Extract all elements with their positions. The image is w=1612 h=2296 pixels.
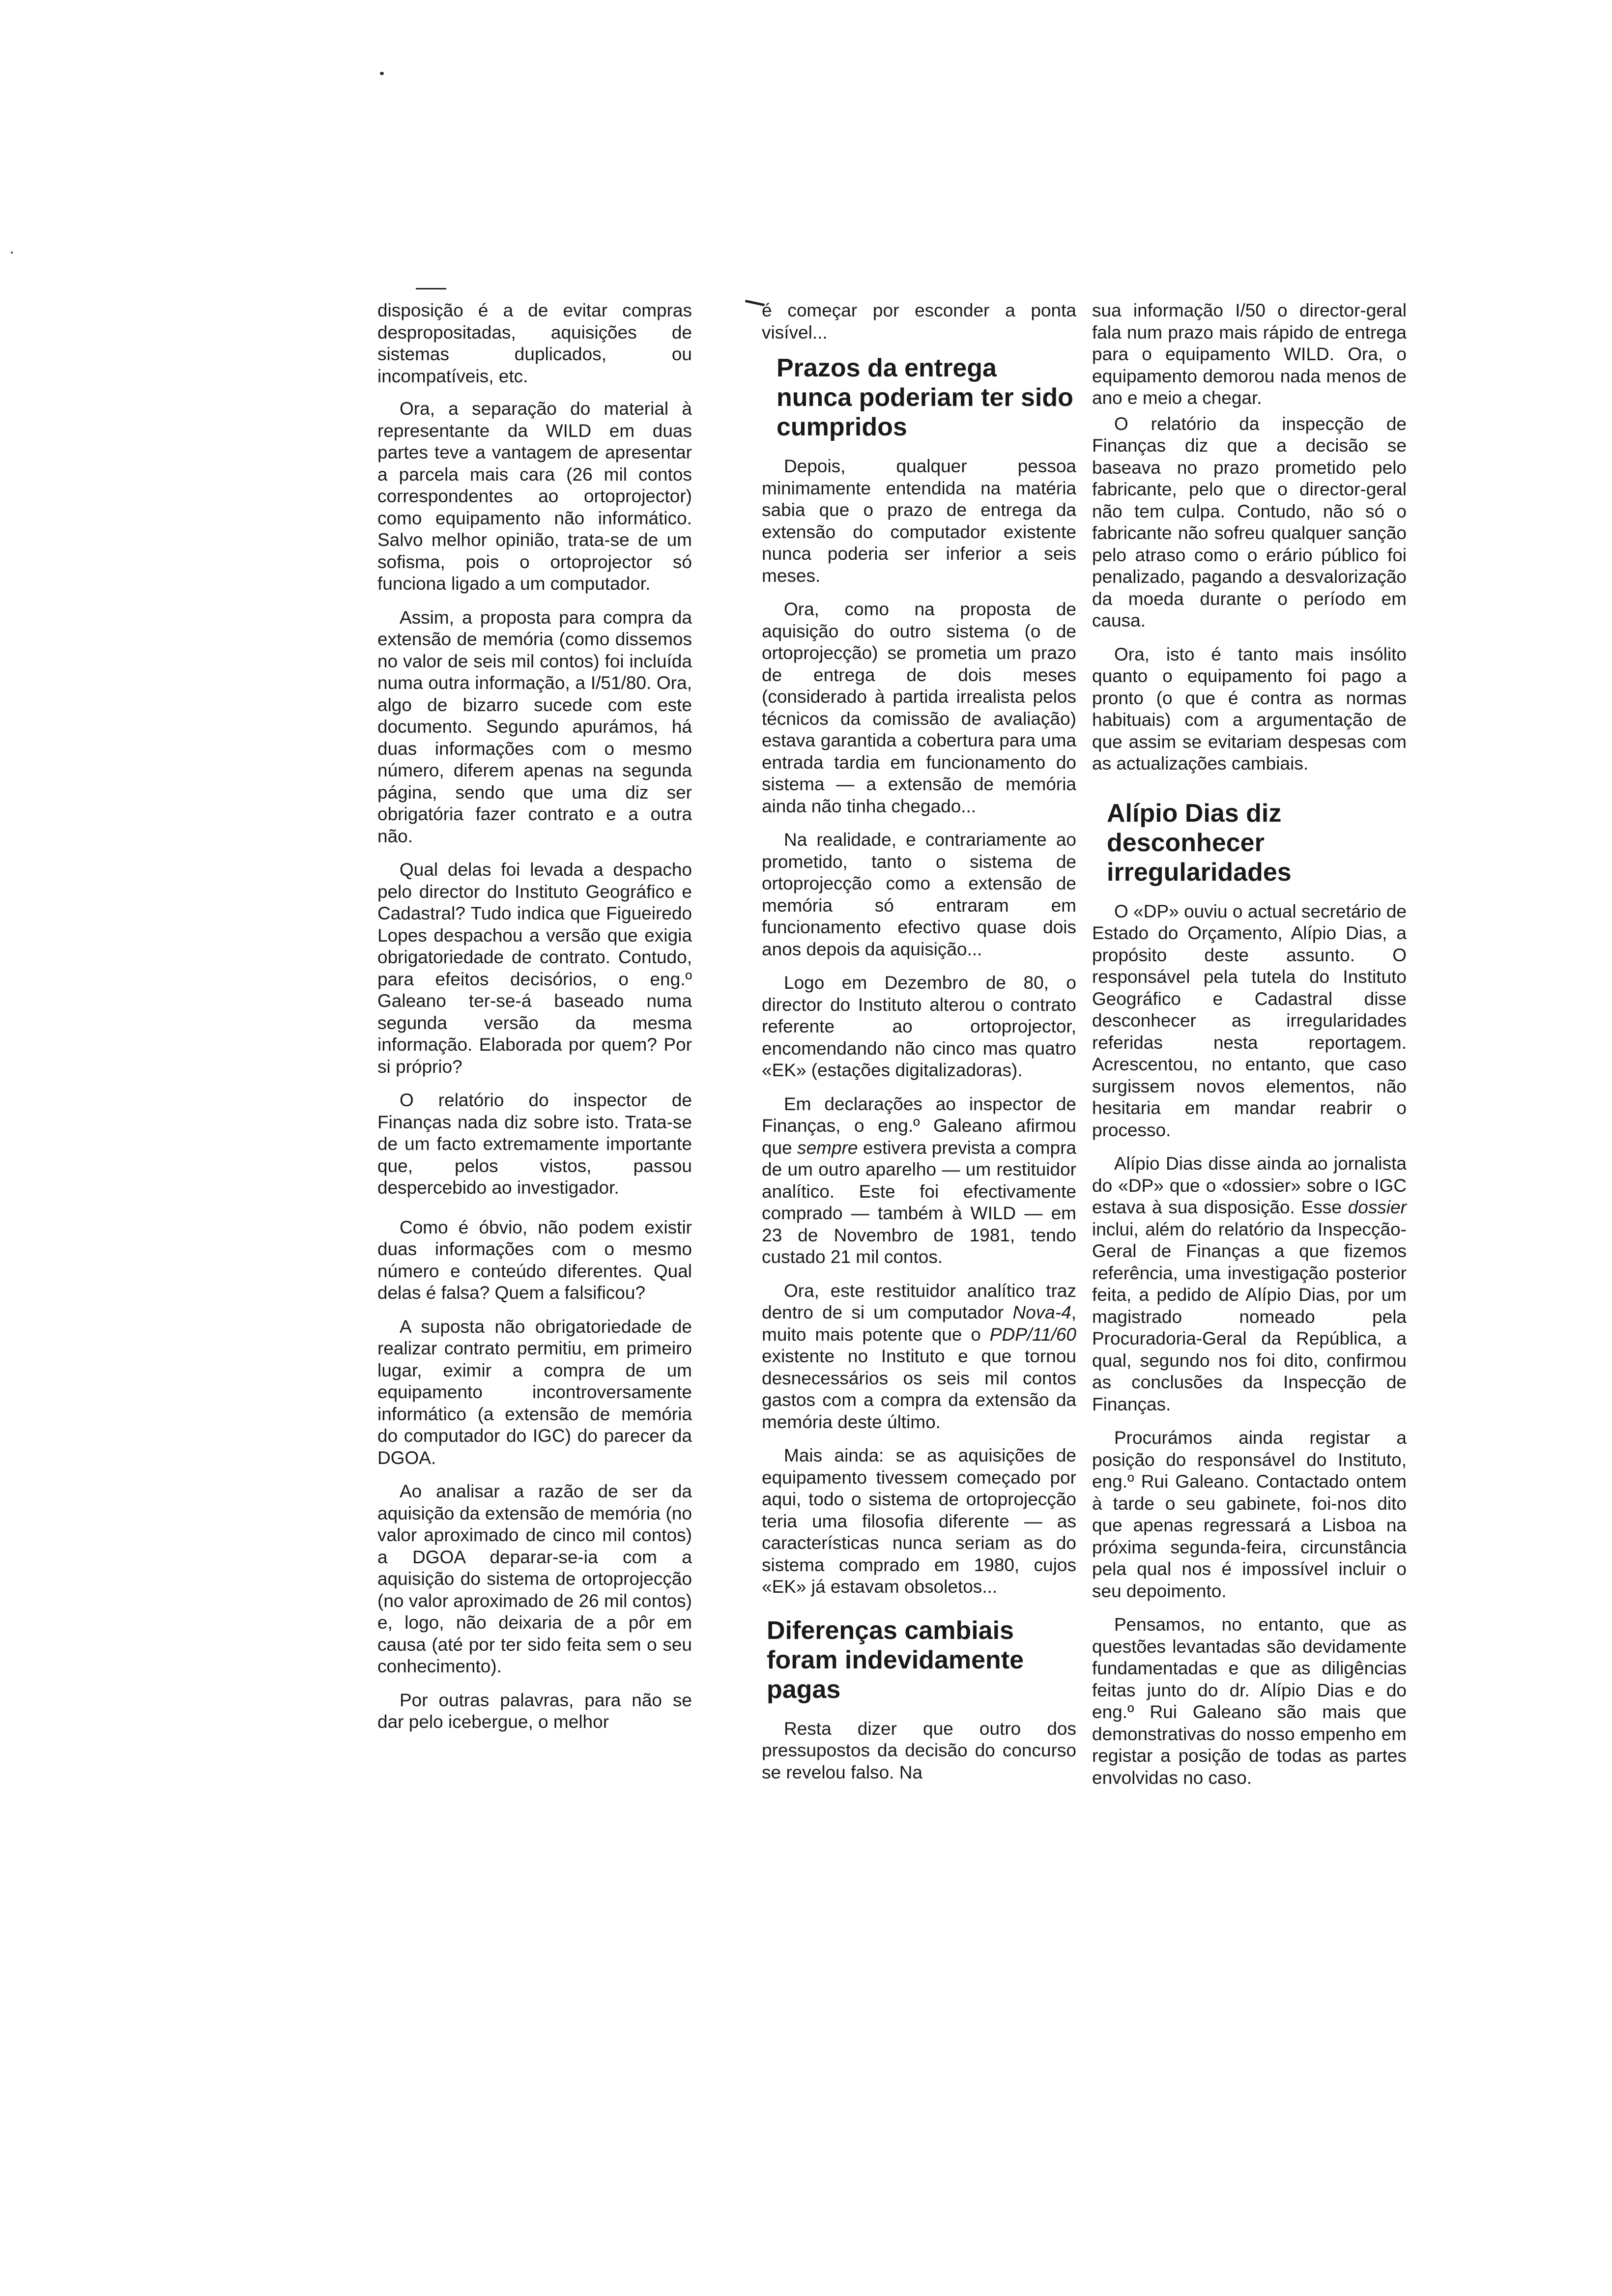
text-run: , muito mais potente que o	[762, 1302, 1076, 1345]
paragraph: Resta dizer que outro dos pressupostos da decisão do concurso se revelou falso. Na	[762, 1718, 1076, 1782]
paragraph: Logo em Dezembro de 80, o director do Instituto alterou o contrato referente ao ortoprojector, encomendando não cinco mas quatro «EK» (estações digitalizadoras).	[762, 973, 1076, 1080]
text-run: Em declarações ao inspector de Finanças, o eng.º Galeano afirmou que	[762, 1093, 1076, 1158]
text-run: Alípio Dias disse ainda ao jornalista do «DP» que o «dossier» sobre o IGC estava à sua disposição. Esse	[1092, 1153, 1407, 1217]
paragraph: é começar por esconder a ponta visível...	[762, 300, 1076, 343]
emphasis: dossier	[1348, 1197, 1407, 1217]
article-column-2	[762, 300, 1076, 1795]
paragraph: Ora, como na proposta de aquisição do outro sistema (o de ortoprojecção) se prometia um prazo de entrega de dois meses (considerado à partida irrealista pelos técnicos da comissão de avaliação) estava garantida a cobertura para uma entrada tardia em funcionamento do sistema — a extensão de memória ainda não tinha chegado...	[762, 599, 1076, 816]
text-run: estivera prevista a compra de um outro aparelho — um restituidor analítico. Este foi efectivamente comprado — também à WILD — em 23 de Novembro de 1981, tendo custado 21 mil contos.	[762, 1137, 1077, 1267]
paragraph: Qual delas foi levada a despacho pelo director do Instituto Geográfico e Cadastral? Tudo indica que Figueiredo Lopes despachou a versão que exigia obrigatoriedade de contrato. Contudo, para efeitos decisórios, o eng.º Galeano ter-se-á baseado numa segunda versão da mesma informação. Elaborada por quem? Por si próprio?	[377, 860, 692, 1077]
paragraph: sua informação I/50 o director-geral fala num prazo mais rápido de entrega para o equipamento WILD. Ora, o equipamento demorou nada menos de ano e meio a chegar.	[1092, 300, 1407, 408]
section-heading: Diferenças cambiais foram indevidamente pagas	[767, 1616, 1024, 1704]
paragraph: Mais ainda: se as aquisições de equipamento tivessem começado por aqui, todo o sistema de ortoprojecção teria uma filosofia diferente — as características nunca seriam as do sistema comprado em 1980, cujos «EK» já estavam obsoletos...	[762, 1445, 1076, 1597]
paragraph: O «DP» ouviu o actual secretário de Estado do Orçamento, Alípio Dias, a propósito deste assunto. O responsável pela tutela do Instituto Geográfico e Cadastral disse desconhecer as irregularidades referidas nesta reportagem. Acrescentou, no entanto, que caso surgissem novos elementos, não hesitaria em mandar reabrir o processo.	[1092, 901, 1407, 1140]
article-column-1	[377, 300, 692, 1745]
text-run: Ora, este restituidor analítico traz dentro de si um computador	[762, 1280, 1076, 1322]
emphasis: Nova-4	[1012, 1302, 1071, 1322]
paragraph: O relatório da inspecção de Finanças diz que a decisão se baseava no prazo prometido pelo fabricante, pelo que o director-geral não tem culpa. Contudo, não só o fabricante não sofreu qualquer sanção pelo atraso como o erário público foi penalizado, pagando a desvalorização da moeda durante o período em causa.	[1092, 413, 1407, 631]
paragraph	[1092, 1153, 1407, 1415]
paragraph: Ora, a separação do material à representante da WILD em duas partes teve a vantagem de apresentar a parcela mais cara (26 mil contos correspondentes ao ortoprojector) como equipamento não informático. Salvo melhor opinião, trata-se de um sofisma, pois o ortoprojector só funciona ligado a um computador.	[377, 399, 692, 594]
emphasis: sempre	[797, 1137, 858, 1158]
paragraph: Assim, a proposta para compra da extensão de memória (como dissemos no valor de seis mil contos) foi incluída numa outra informação, a I/51/80. Ora, algo de bizarro sucede com este documento. Segundo apurámos, há duas informações com o mesmo número, diferem apenas na segunda página, sendo que uma diz ser obrigatória fazer contrato e a outra não.	[377, 607, 692, 846]
paragraph: Ao analisar a razão de ser da aquisição da extensão de memória (no valor aproximado de cinco mil contos) a DGOA deparar-se-ia com a aquisição do sistema de ortoprojecção (no valor aproximado de 26 mil contos) e, logo, não deixaria de a pôr em causa (até por ter sido feita sem o seu conhecimento).	[377, 1481, 692, 1676]
article-column-3	[1092, 300, 1407, 1801]
paragraph: Ora, isto é tanto mais insólito quanto o equipamento foi pago a pronto (o que é contra as normas habituais) com a argumentação de que assim se evitariam despesas com as actualizações cambiais.	[1092, 644, 1407, 774]
paragraph: A suposta não obrigatoriedade de realizar contrato permitiu, em primeiro lugar, eximir a compra de um equipamento incontroversamente informático (a extensão de memória do computador do IGC) do parecer da DGOA.	[377, 1316, 692, 1468]
section-heading: Alípio Dias diz desconhecer irregularidades	[1107, 799, 1292, 887]
paragraph: Como é óbvio, não podem existir duas informações com o mesmo número e conteúdo diferentes. Qual delas é falsa? Quem a falsificou?	[377, 1217, 692, 1303]
paragraph	[762, 1280, 1076, 1434]
paragraph: disposição é a de evitar compras despropositadas, aquisições de sistemas duplicados, ou incompatíveis, etc.	[377, 300, 692, 386]
paragraph: O relatório do inspector de Finanças nada diz sobre isto. Trata-se de um facto extremamente importante que, pelos vistos, passou despercebido ao investigador.	[377, 1090, 692, 1198]
scan-speck	[11, 252, 13, 254]
paragraph: Por outras palavras, para não se dar pelo icebergue, o melhor	[377, 1690, 692, 1732]
scan-speck	[380, 72, 384, 75]
paragraph: Na realidade, e contrariamente ao prometido, tanto o sistema de ortoprojecção como a extensão de memória só entraram em funcionamento efectivo quase dois anos depois da aquisição...	[762, 830, 1076, 959]
paragraph	[762, 1093, 1076, 1268]
paragraph: Procurámos ainda registar a posição do responsável do Instituto, eng.º Rui Galeano. Contactado ontem à tarde o seu gabinete, foi-nos dito que apenas regressará a Lisboa na próxima segunda-feira, circunstância pela qual nos é impossível incluir o seu depoimento.	[1092, 1428, 1407, 1601]
section-heading: Prazos da entrega nunca poderiam ter sido cumpridos	[777, 354, 1073, 441]
emphasis: PDP/11/60	[989, 1324, 1076, 1345]
text-run: inclui, além do relatório da Inspecção-Geral de Finanças a que fizemos referência, uma investigação posterior feita, a pedido de Alípio Dias, por um magistrado nomeado pela Procuradoria-Geral da República, a qual, segundo nos foi dito, confirmou as conclusões da Inspecção de Finanças.	[1092, 1219, 1407, 1414]
paragraph: Depois, qualquer pessoa minimamente entendida na matéria sabia que o prazo de entrega da extensão do computador existente nunca poderia ser inferior a seis meses.	[762, 456, 1076, 586]
paragraph: Pensamos, no entanto, que as questões levantadas são devidamente fundamentadas e que as diligências feitas junto do dr. Alípio Dias e do eng.º Rui Galeano são mais que demonstrativas do nosso empenho em registar a posição de todas as partes envolvidas no caso.	[1092, 1614, 1407, 1788]
text-run: existente no Instituto e que tornou desnecessários os seis mil contos gastos com a compra da extensão da memória deste último.	[762, 1346, 1076, 1432]
column-top-rule	[416, 288, 446, 289]
